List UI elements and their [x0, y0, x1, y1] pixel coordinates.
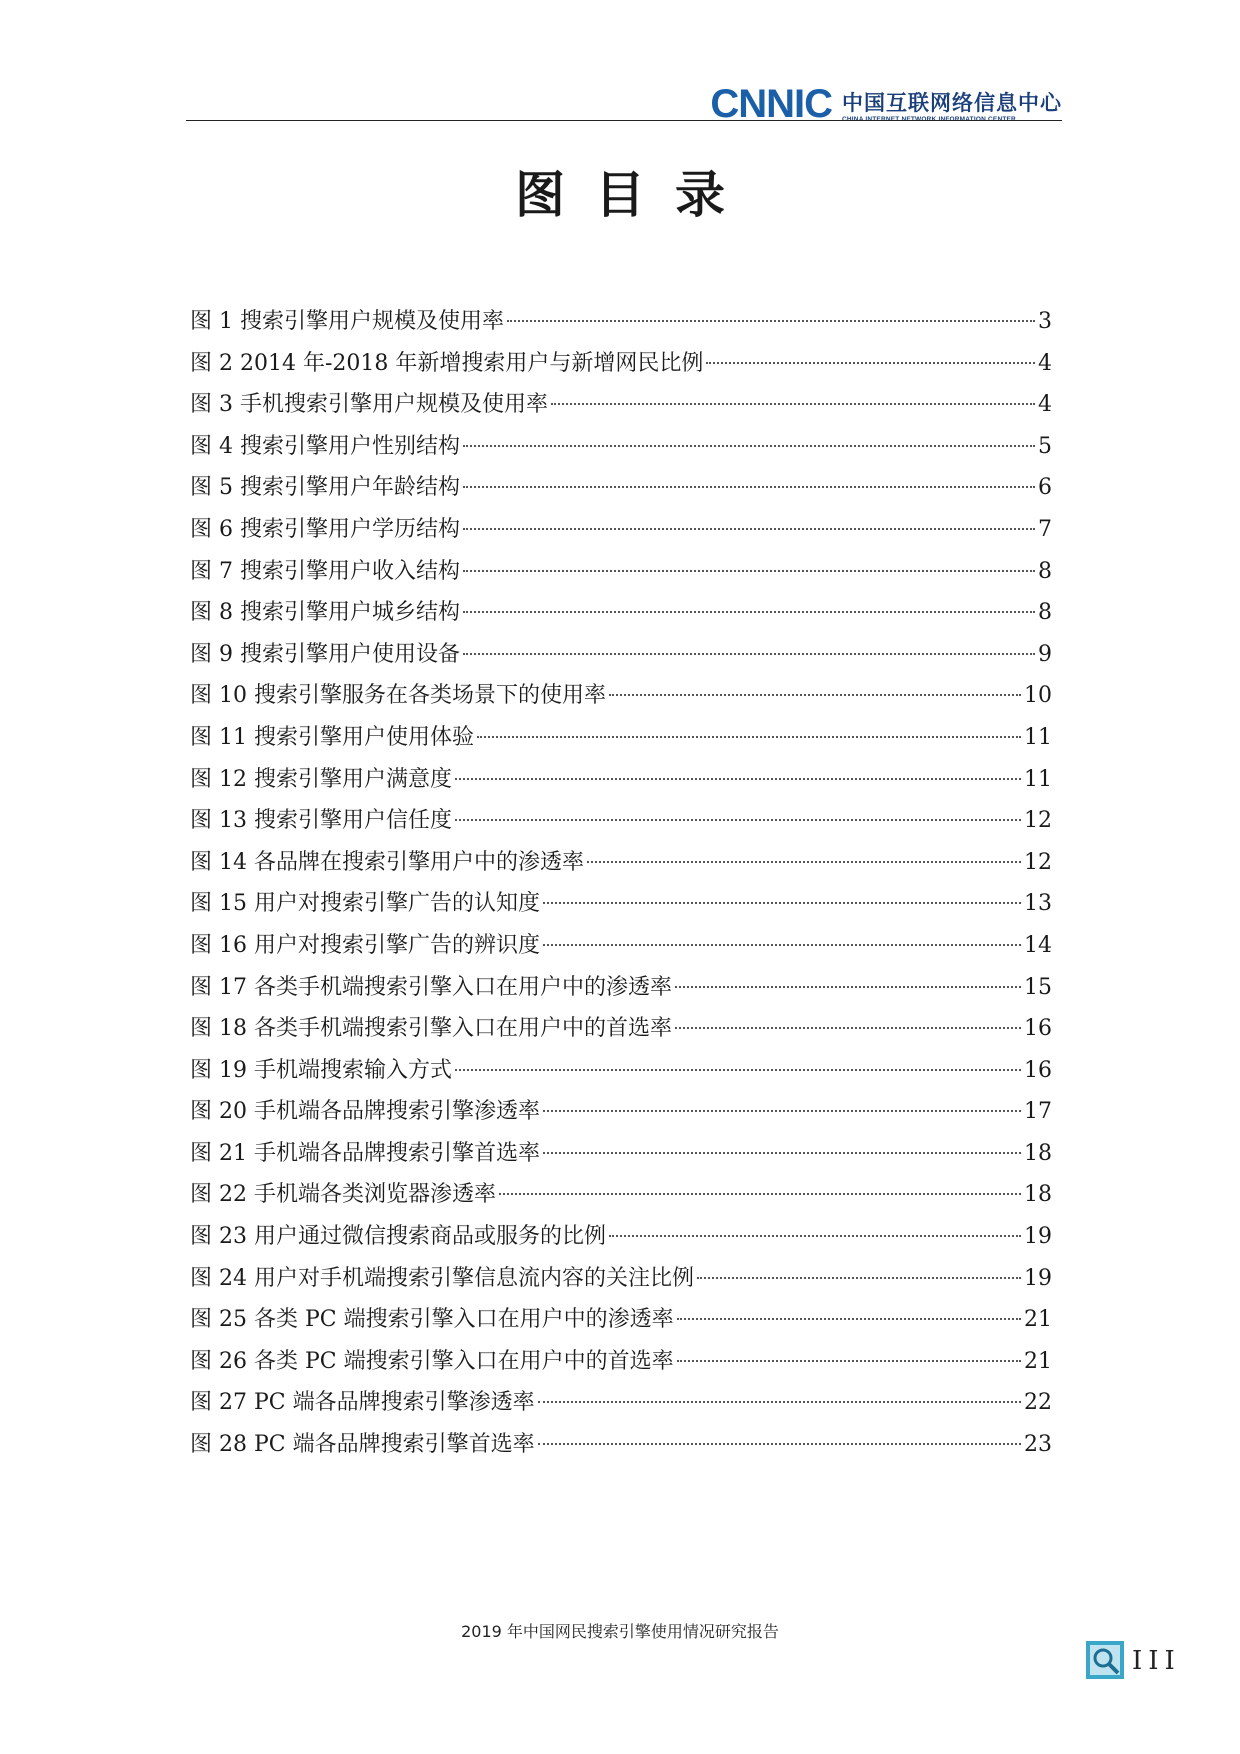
toc-entry[interactable] [190, 675, 1052, 717]
toc-entry-label: 图 14 各品牌在搜索引擎用户中的渗透率 [190, 849, 584, 875]
logo-english-name: CHINA INTERNET NETWORK INFORMATION CENTER [842, 116, 1016, 123]
page-header [0, 0, 1240, 125]
toc-entry[interactable] [190, 1216, 1052, 1258]
toc-entry-page: 22 [1024, 1390, 1052, 1416]
toc-entry-page: 19 [1024, 1265, 1052, 1291]
toc-entry-label: 图 17 各类手机端搜索引擎入口在用户中的渗透率 [190, 974, 672, 1000]
toc-entry-label: 图 16 用户对搜索引擎广告的辨识度 [190, 932, 540, 958]
toc-dot-leader [538, 1401, 1021, 1403]
toc-entry[interactable] [190, 301, 1052, 343]
toc-entry-label: 图 15 用户对搜索引擎广告的认知度 [190, 891, 540, 917]
toc-entry-label: 图 6 搜索引擎用户学历结构 [190, 516, 460, 542]
toc-entry-label: 图 25 各类 PC 端搜索引擎入口在用户中的渗透率 [190, 1307, 674, 1333]
toc-entry-label: 图 22 手机端各类浏览器渗透率 [190, 1182, 496, 1208]
toc-dot-leader [499, 1193, 1021, 1195]
toc-dot-leader [463, 653, 1035, 655]
page-title: 图目录 [515, 165, 755, 224]
toc-entry-page: 13 [1024, 891, 1052, 917]
toc-dot-leader [455, 819, 1021, 821]
page-number: III [1132, 1646, 1181, 1676]
toc-entry-label: 图 8 搜索引擎用户城乡结构 [190, 600, 460, 626]
toc-entry-page: 18 [1024, 1182, 1052, 1208]
toc-dot-leader [587, 861, 1021, 863]
figure-list [190, 301, 1052, 1466]
toc-entry[interactable] [190, 1382, 1052, 1424]
toc-entry[interactable] [190, 1174, 1052, 1216]
toc-entry-page: 10 [1024, 683, 1052, 709]
toc-dot-leader [677, 1318, 1021, 1320]
toc-entry-page: 5 [1038, 433, 1052, 459]
toc-entry[interactable] [190, 883, 1052, 925]
toc-dot-leader [538, 1443, 1021, 1445]
toc-entry-label: 图 26 各类 PC 端搜索引擎入口在用户中的首选率 [190, 1348, 674, 1374]
toc-entry-label: 图 19 手机端搜索输入方式 [190, 1057, 452, 1083]
header-divider [186, 120, 1062, 121]
toc-entry-page: 8 [1038, 600, 1052, 626]
toc-entry[interactable] [190, 551, 1052, 593]
toc-entry-page: 18 [1024, 1140, 1052, 1166]
footer-report-title: 2019 年中国网民搜索引擎使用情况研究报告 [461, 1622, 779, 1641]
toc-entry-label: 图 11 搜索引擎用户使用体验 [190, 724, 474, 750]
toc-entry-page: 23 [1024, 1432, 1052, 1458]
toc-entry-page: 9 [1038, 641, 1052, 667]
toc-dot-leader [455, 1069, 1021, 1071]
toc-dot-leader [463, 445, 1035, 447]
toc-dot-leader [463, 611, 1035, 613]
toc-entry[interactable] [190, 1091, 1052, 1133]
toc-entry[interactable] [190, 343, 1052, 385]
toc-entry-label: 图 9 搜索引擎用户使用设备 [190, 641, 460, 667]
toc-entry-label: 图 28 PC 端各品牌搜索引擎首选率 [190, 1432, 535, 1458]
logo-chinese-name: 中国互联网络信息中心 [842, 90, 1062, 115]
toc-entry-label: 图 18 各类手机端搜索引擎入口在用户中的首选率 [190, 1016, 672, 1042]
toc-entry-label: 图 21 手机端各品牌搜索引擎首选率 [190, 1140, 540, 1166]
toc-entry[interactable] [190, 592, 1052, 634]
toc-entry[interactable] [190, 1008, 1052, 1050]
toc-entry[interactable] [190, 426, 1052, 468]
toc-entry[interactable] [190, 717, 1052, 759]
toc-entry[interactable] [190, 509, 1052, 551]
toc-entry-page: 6 [1038, 475, 1052, 501]
toc-dot-leader [543, 902, 1021, 904]
toc-entry-label: 图 13 搜索引擎用户信任度 [190, 808, 452, 834]
toc-dot-leader [463, 486, 1035, 488]
toc-entry-label: 图 2 2014 年-2018 年新增搜索用户与新增网民比例 [190, 350, 704, 376]
toc-dot-leader [543, 1152, 1021, 1154]
toc-dot-leader [455, 778, 1021, 780]
toc-entry-label: 图 27 PC 端各品牌搜索引擎渗透率 [190, 1390, 535, 1416]
toc-entry-page: 12 [1024, 808, 1052, 834]
toc-dot-leader [677, 1360, 1021, 1362]
toc-dot-leader [463, 528, 1035, 530]
toc-entry-page: 3 [1038, 309, 1052, 334]
toc-dot-leader [551, 403, 1035, 405]
toc-entry[interactable] [190, 842, 1052, 884]
toc-entry-page: 8 [1038, 558, 1052, 584]
toc-entry[interactable] [190, 1424, 1052, 1466]
toc-entry[interactable] [190, 1050, 1052, 1092]
toc-dot-leader [463, 570, 1035, 572]
toc-entry[interactable] [190, 925, 1052, 967]
toc-entry[interactable] [190, 634, 1052, 676]
toc-entry-page: 4 [1038, 392, 1052, 418]
toc-entry[interactable] [190, 1299, 1052, 1341]
toc-entry[interactable] [190, 467, 1052, 509]
toc-entry-label: 图 5 搜索引擎用户年龄结构 [190, 475, 460, 501]
magnifier-badge-icon [1085, 1640, 1125, 1680]
toc-entry-label: 图 10 搜索引擎服务在各类场景下的使用率 [190, 683, 606, 709]
toc-entry-page: 15 [1024, 974, 1052, 1000]
toc-entry-page: 21 [1024, 1348, 1052, 1374]
toc-dot-leader [543, 944, 1021, 946]
toc-entry[interactable] [190, 1341, 1052, 1383]
toc-dot-leader [675, 1027, 1021, 1029]
toc-entry[interactable] [190, 967, 1052, 1009]
toc-entry-label: 图 1 搜索引擎用户规模及使用率 [190, 309, 504, 334]
toc-dot-leader [543, 1110, 1021, 1112]
toc-dot-leader [697, 1277, 1021, 1279]
toc-entry-label: 图 24 用户对手机端搜索引擎信息流内容的关注比例 [190, 1265, 694, 1291]
toc-entry-label: 图 20 手机端各品牌搜索引擎渗透率 [190, 1099, 540, 1125]
toc-dot-leader [675, 986, 1021, 988]
toc-entry[interactable] [190, 1258, 1052, 1300]
toc-entry-label: 图 12 搜索引擎用户满意度 [190, 766, 452, 792]
toc-entry[interactable] [190, 759, 1052, 801]
toc-entry-page: 11 [1024, 766, 1052, 792]
toc-entry-page: 17 [1024, 1099, 1052, 1125]
toc-entry-label: 图 23 用户通过微信搜索商品或服务的比例 [190, 1224, 606, 1250]
toc-entry-label: 图 7 搜索引擎用户收入结构 [190, 558, 460, 584]
toc-entry[interactable] [190, 800, 1052, 842]
toc-dot-leader [507, 320, 1035, 322]
logo-mark: CNNIC [710, 82, 832, 126]
toc-dot-leader [477, 736, 1021, 738]
toc-entry-page: 11 [1024, 724, 1052, 750]
toc-entry-page: 16 [1024, 1057, 1052, 1083]
toc-entry-page: 16 [1024, 1016, 1052, 1042]
toc-entry-page: 4 [1038, 350, 1052, 376]
toc-entry-label: 图 4 搜索引擎用户性别结构 [190, 433, 460, 459]
toc-dot-leader [609, 1235, 1021, 1237]
toc-dot-leader [609, 694, 1021, 696]
toc-entry[interactable] [190, 384, 1052, 426]
toc-entry-page: 19 [1024, 1224, 1052, 1250]
toc-entry[interactable] [190, 1133, 1052, 1175]
cnnic-logo [710, 84, 1062, 124]
toc-entry-page: 14 [1024, 932, 1052, 958]
toc-dot-leader [706, 362, 1035, 364]
toc-entry-page: 21 [1024, 1307, 1052, 1333]
toc-entry-label: 图 3 手机搜索引擎用户规模及使用率 [190, 392, 548, 418]
toc-entry-page: 7 [1038, 516, 1052, 542]
toc-entry-page: 12 [1024, 849, 1052, 875]
